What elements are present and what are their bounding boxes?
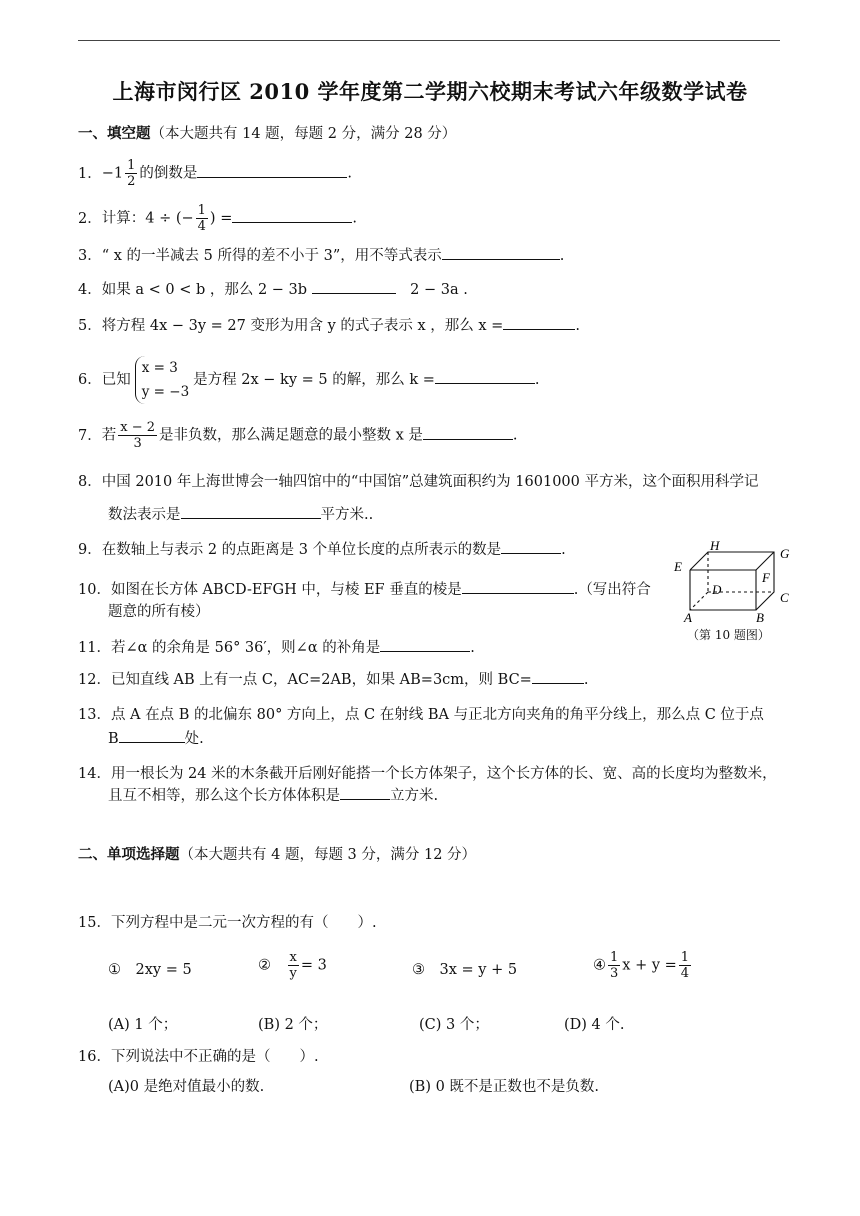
question-10: 10．如图在长方体 ABCD-EFGH 中，与棱 EF 垂直的棱是 .（写出符合 (78, 578, 651, 599)
question-15: 15．下列方程中是二元一次方程的有（ ）. (78, 915, 377, 931)
q15-option-1: ① 2xy = 5 (108, 962, 192, 978)
q15-choice-d[interactable]: (D) 4 个. (564, 1017, 625, 1033)
section-2-header: 二、单项选择题（本大题共有 4 题，每题 3 分，满分 12 分） (78, 846, 477, 863)
answer-blank[interactable] (532, 669, 584, 684)
figure-label-b: B (756, 610, 764, 625)
question-3: 3．“ x 的一半减去 5 所得的差不小于 3”，用不等式表示 . (78, 244, 564, 265)
q15-choice-c[interactable]: (C) 3 个； (419, 1017, 489, 1033)
answer-blank[interactable] (501, 539, 561, 554)
question-12: 12．已知直线 AB 上有一点 C，AC=2AB，如果 AB=3cm，则 BC= . (78, 668, 588, 689)
answer-blank[interactable] (232, 208, 352, 223)
figure-label-d: D (712, 582, 722, 597)
answer-blank[interactable] (197, 163, 347, 178)
question-6: 6．已知 x = 3 y = −3 是方程 2x − ky = 5 的解，那么 k = . (78, 356, 539, 404)
q16-choice-b[interactable]: (B) 0 既不是正数也不是负数. (409, 1079, 600, 1095)
question-9: 9．在数轴上与表示 2 的点距离是 3 个单位长度的点所表示的数是 . (78, 538, 566, 559)
q15-choice-a[interactable]: (A) 1 个； (108, 1017, 178, 1033)
answer-blank[interactable] (423, 425, 513, 440)
q16-choice-a[interactable]: (A)0 是绝对值最小的数. (108, 1079, 265, 1095)
question-7: 7．若 $\frac{x - 2}{3}$ 是非负数，那么满足题意的最小整数 x 是 . (78, 420, 518, 451)
answer-blank[interactable] (503, 315, 575, 330)
question-4: 4．如果 a < 0 < b ，那么 2 − 3b 2 − 3a . (78, 278, 468, 299)
top-rule (78, 40, 780, 41)
question-5: 5．将方程 4x − 3y = 27 变形为用含 y 的式子表示 x ，那么 x = . (78, 314, 580, 335)
question-11: 11．若∠α 的余角是 56° 36′，则∠α 的补角是 . (78, 636, 475, 657)
figure-label-g: G (780, 546, 790, 561)
answer-blank[interactable] (181, 504, 321, 519)
page-title: 上海市闵行区 2010 学年度第二学期六校期末考试六年级数学试卷 (112, 79, 748, 104)
figure-label-h: H (710, 538, 720, 553)
figure-label-a: A (684, 610, 692, 625)
equation-system-brace: x = 3 y = −3 (135, 356, 189, 404)
q15-choice-b[interactable]: (B) 2 个； (258, 1017, 328, 1033)
figure-caption: （第 10 题图） (687, 628, 770, 642)
figure-label-e: E (674, 559, 682, 574)
answer-blank[interactable] (435, 369, 535, 384)
q15-option-3: ③ 3x = y + 5 (412, 962, 518, 978)
answer-blank[interactable] (119, 728, 185, 743)
answer-blank[interactable] (312, 279, 396, 294)
question-1: 1．−1 $\frac{1}{2}$ 的倒数是 . (78, 158, 352, 189)
answer-blank[interactable] (442, 245, 560, 260)
question-13: 13．点 A 在点 B 的北偏东 80° 方向上，点 C 在射线 BA 与正北方向夹角的角平分线上，那么点 C 位于点 (78, 707, 764, 723)
figure-label-c: C (780, 590, 789, 605)
answer-blank[interactable] (380, 637, 470, 652)
question-8-line-2: 数法表示是 平方米.. (108, 503, 373, 524)
q15-option-2: ② $\frac{x}{y}$ = 3 (258, 950, 327, 981)
question-13-line-2: B 处. (108, 727, 204, 748)
question-14: 14．用一根长为 24 米的木条截开后刚好能搭一个长方体架子，这个长方体的长、宽、高的长度均为整数米， (78, 766, 777, 782)
question-8: 8．中国 2010 年上海世博会一轴四馆中的“中国馆”总建筑面积约为 1601000 平方米，这个面积用科学记 (78, 474, 759, 490)
answer-blank[interactable] (340, 785, 390, 800)
figure-label-f: F (762, 570, 770, 585)
q15-option-4: ④ $\frac{1}{3}$ x + y = $\frac{1}{4}$ (593, 950, 690, 981)
question-2: 2．计算：4 ÷ (− $\frac{1}{4}$ ) = . (78, 203, 357, 234)
section-1-header: 一、填空题（本大题共有 14 题，每题 2 分，满分 28 分） (78, 125, 457, 142)
question-14-line-2: 且互不相等，那么这个长方体体积是 立方米. (108, 784, 438, 805)
question-16: 16．下列说法中不正确的是（ ）. (78, 1049, 319, 1065)
question-10-line-2: 题意的所有棱） (108, 604, 210, 620)
answer-blank[interactable] (462, 579, 574, 594)
